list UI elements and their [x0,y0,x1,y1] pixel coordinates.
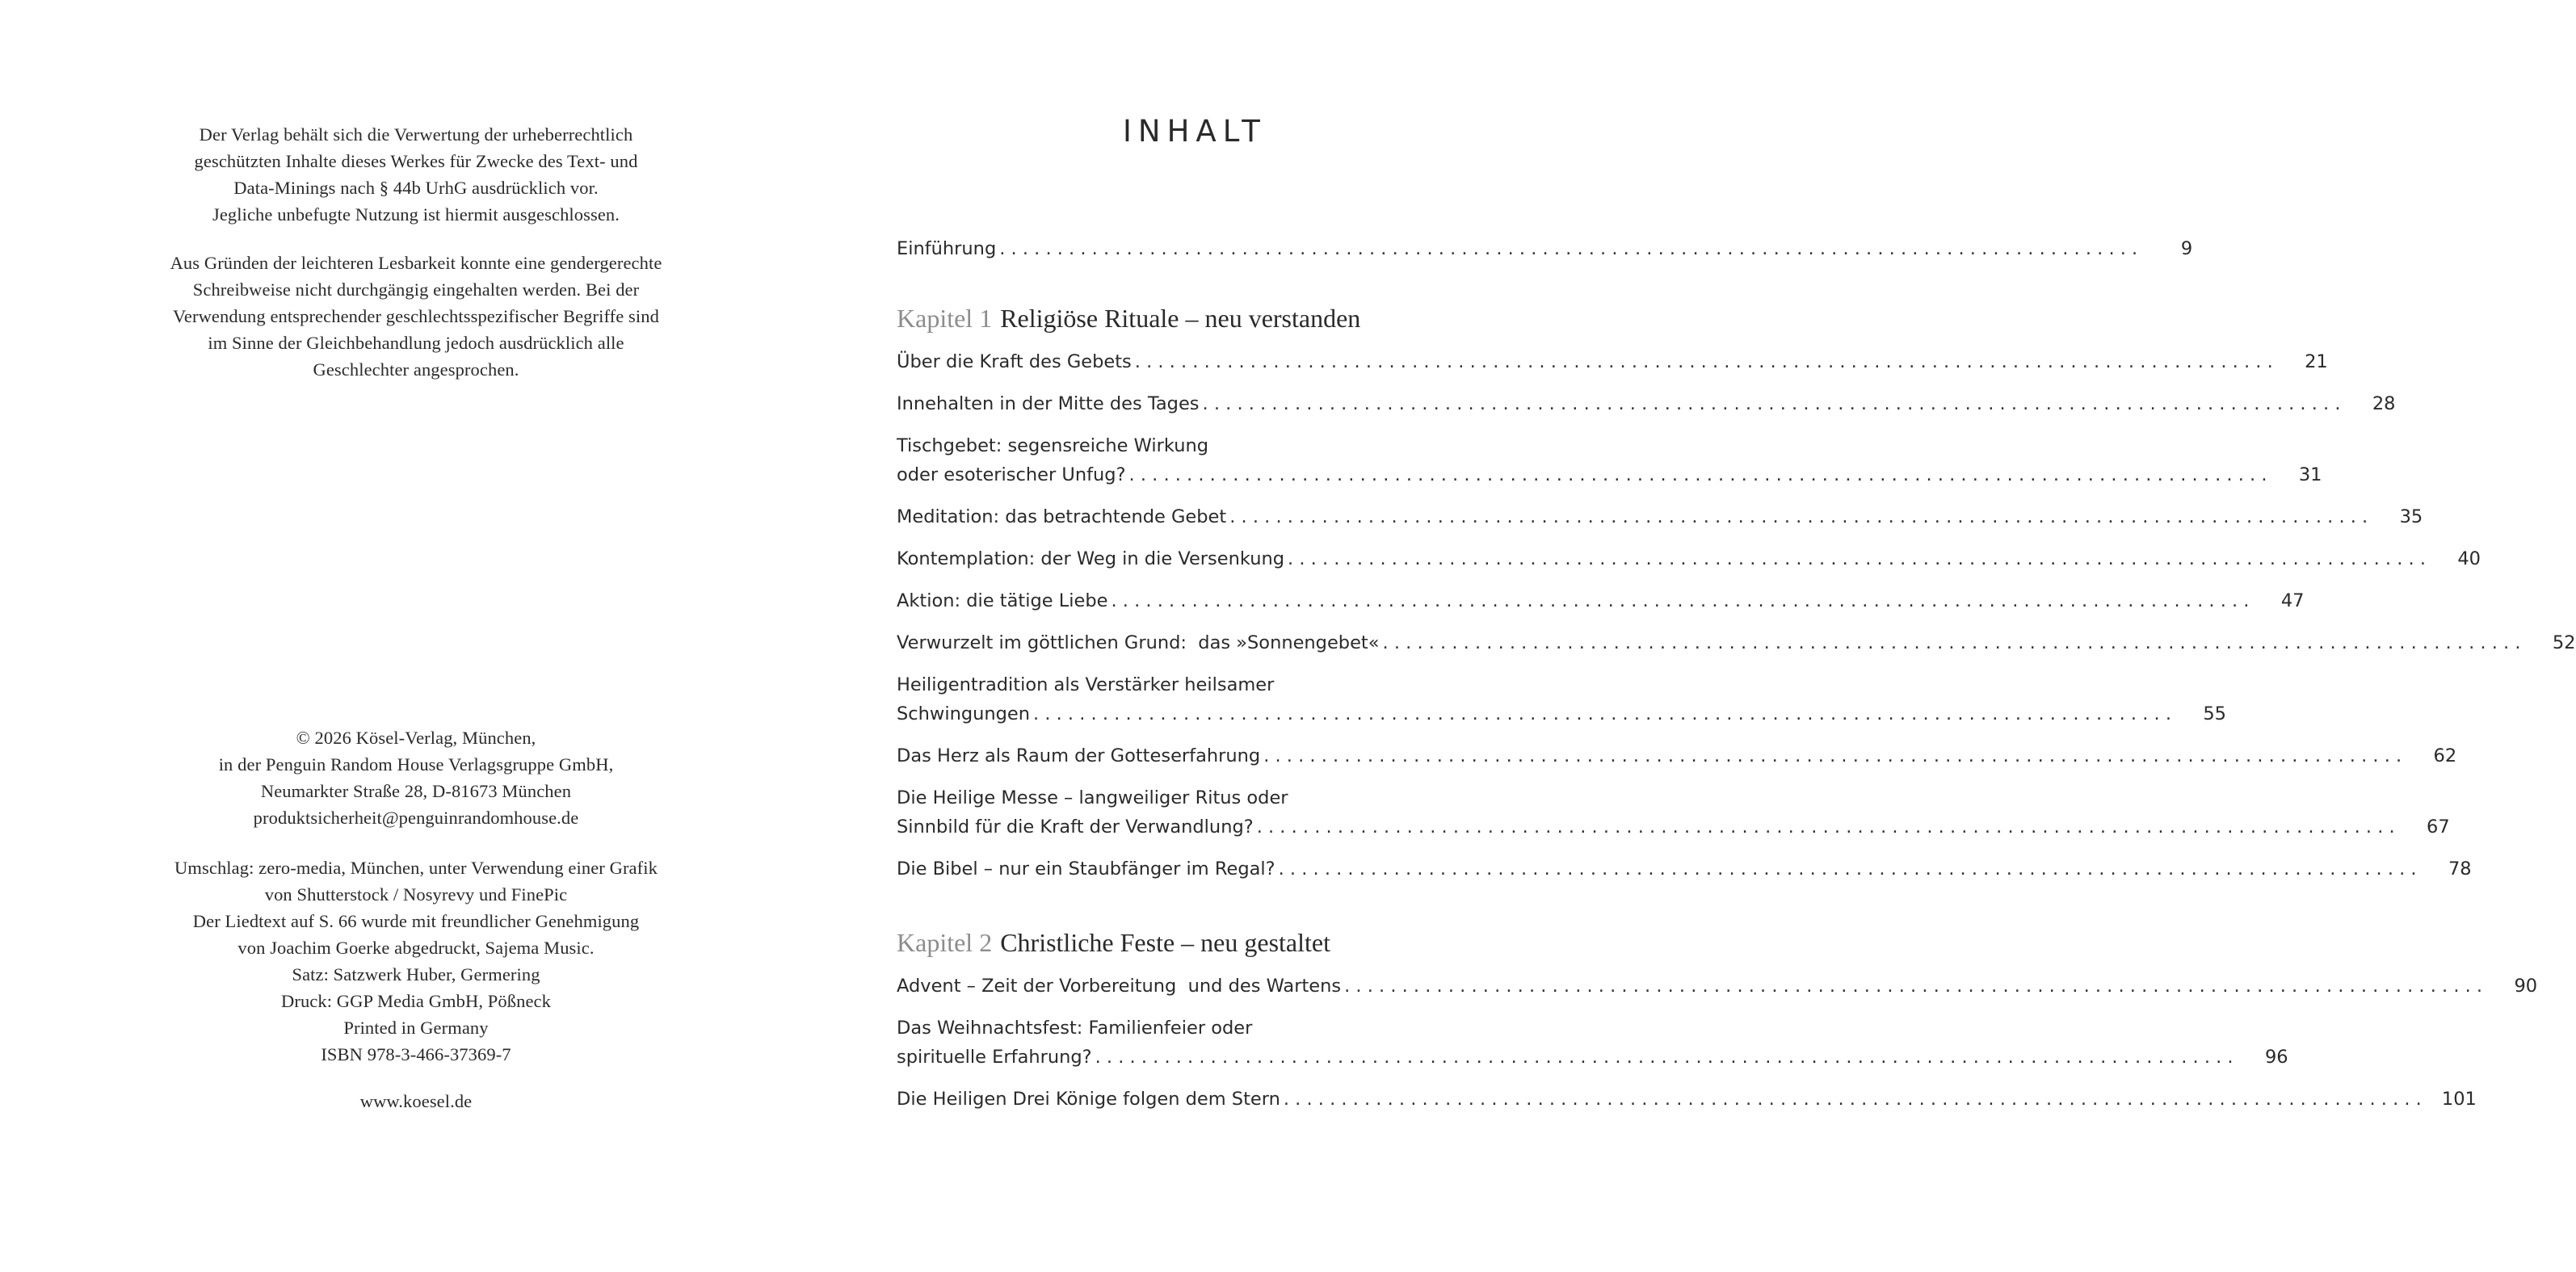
toc-page-number: 96 [2264,1047,2288,1068]
toc-title: INHALT [1123,114,1267,149]
dot-leader [1279,854,2417,884]
credits-line: Umschlag: zero-media, München, unter Verwendung einer Grafik [174,858,658,878]
dot-leader [1288,544,2426,573]
gender-notice [97,250,735,383]
toc-entry [897,670,2226,728]
toc-page-number: 21 [2305,351,2328,372]
toc-entry-title: Innehalten in der Mitte des Tages [897,393,1200,414]
chapter-heading [897,926,1478,959]
legal-notice [97,121,735,228]
toc-page-number: 52 [2552,632,2576,653]
legal-notice-line: Jegliche unbefugte Nutzung ist hiermit ausgeschlossen. [212,204,620,225]
toc-page-number: 67 [2427,817,2450,838]
production-credits [97,854,735,1068]
dot-leader [1095,1043,2234,1072]
toc-page-number: 55 [2203,703,2226,724]
toc-page-number: 31 [2298,464,2322,485]
toc-page-number: 62 [2433,745,2457,766]
dot-leader [1344,972,2482,1001]
toc-entry-title: Meditation: das betrachtende Gebet [897,506,1227,527]
toc-entry-title: Das Herz als Raum der Gotteserfahrung [897,745,1261,766]
copyright-line: © 2026 Kösel-Verlag, München, [296,728,536,748]
gender-notice-line: Verwendung entsprechender geschlechtsspezifischer Begriffe sind [173,306,659,326]
credits-line: Druck: GGP Media GmbH, Pößneck [281,991,551,1011]
toc-entry-title: Über die Kraft des Gebets [897,351,1132,372]
toc-entry [897,234,2193,263]
copyright-line: Neumarkter Straße 28, D-81673 München [260,781,572,801]
toc-page-number: 40 [2457,548,2481,569]
toc-entry-title: Kontemplation: der Weg in die Versenkung [897,548,1285,569]
toc-entry-title: Aktion: die tätige Liebe [897,590,1108,611]
isbn: ISBN 978-3-466-37369-7 [321,1044,511,1064]
toc-entry [897,741,2457,770]
chapter-title: Christliche Feste – neu gestaltet [1000,928,1330,957]
toc-entry-title: Schwingungen [897,703,1031,724]
copyright-notice [97,724,735,831]
website-text: www.koesel.de [359,1091,473,1111]
credits-line: von Joachim Goerke abgedruckt, Sajema Music. [237,938,595,958]
toc-intro [897,234,2193,263]
toc-chapter-2 [897,926,1478,959]
dot-leader [1129,460,2267,489]
toc-entry-title-line: Heiligentradition als Verstärker heilsamer [897,674,1275,695]
toc-entry [897,1014,2288,1072]
toc-entry-title: Die Heiligen Drei Könige folgen dem Stern [897,1089,1280,1110]
dot-leader [1229,502,2368,531]
credits-line: Satz: Satzwerk Huber, Germering [292,964,540,984]
toc-entry [897,972,2538,1001]
toc-page-number: 9 [2180,238,2193,259]
legal-notice-line: Data-Minings nach § 44b UrhG ausdrücklich vor. [233,178,599,198]
dot-leader [1257,812,2395,842]
toc-entry-title: Verwurzelt im göttlichen Grund: das »Sonnengebet« [897,632,1380,653]
credits-line: Der Liedtext auf S. 66 wurde mit freundlicher Genehmigung [192,911,640,931]
toc-entry-title-line: Die Heilige Messe – langweiliger Ritus oder [897,787,1288,808]
toc-entry-title: oder esoterischer Unfug? [897,464,1126,485]
toc-entry-title-line: Tischgebet: segensreiche Wirkung [897,435,1209,456]
toc-entry-title: Einführung [897,238,997,259]
toc-entry-title: spirituelle Erfahrung? [897,1047,1092,1068]
toc-entry [897,854,2472,884]
gender-notice-line: im Sinne der Gleichbehandlung jedoch ausdrücklich alle [208,333,624,353]
dot-leader [1135,347,2273,376]
publisher-website [97,1088,735,1115]
chapter-heading [897,302,1478,334]
legal-notice-line: geschützten Inhalte dieses Werkes für Zwecke des Text- und [194,151,638,171]
chapter-label: Kapitel 1 [897,304,993,333]
dot-leader [1284,1085,2422,1114]
toc-entry [897,502,2423,531]
toc-entry [897,1085,2477,1114]
dot-leader [1203,389,2341,418]
toc-page-number: 101 [2441,1089,2477,1110]
chapter-label: Kapitel 2 [897,928,993,957]
toc-entry [897,431,2322,489]
toc-page-number: 90 [2514,976,2538,997]
toc-entry [897,347,2328,376]
toc-page-number: 35 [2399,506,2423,527]
dot-leader [1033,699,2171,728]
toc-page-number: 47 [2280,590,2305,611]
imprint-page [0,0,816,1272]
gender-notice-line: Aus Gründen der leichteren Lesbarkeit konnte eine gendergerechte [170,253,662,273]
toc-page-number: 28 [2372,393,2396,414]
dot-leader [1263,741,2402,770]
credits-line: von Shutterstock / Nosyrevy und FinePic [264,884,568,905]
toc-entry [897,544,2481,573]
gender-notice-line: Schreibweise nicht durchgängig eingehalten werden. Bei der [192,279,640,300]
toc-entry [897,586,2305,615]
publisher-email: produktsicherheit@penguinrandomhouse.de [253,808,579,828]
gender-notice-line: Geschlechter angesprochen. [313,359,519,380]
toc-entry [897,628,2576,657]
chapter-title: Religiöse Rituale – neu verstanden [1000,304,1361,333]
dot-leader [1383,628,2521,657]
legal-notice-line: Der Verlag behält sich die Verwertung der urheberrechtlich [199,124,633,145]
toc-entry-title: Die Bibel – nur ein Staubfänger im Regal? [897,858,1275,879]
toc-entry-title: Advent – Zeit der Vorbereitung und des Wartens [897,976,1342,997]
credits-line: Printed in Germany [343,1018,489,1038]
toc-page-number: 78 [2448,858,2472,879]
toc-chapter-1 [897,302,1478,334]
toc-entry-title: Sinnbild für die Kraft der Verwandlung? [897,817,1254,838]
toc-entry-title-line: Das Weihnachtsfest: Familienfeier oder [897,1018,1253,1039]
dot-leader [999,234,2137,263]
dot-leader [1112,586,2250,615]
toc-entry [897,783,2450,842]
copyright-line: in der Penguin Random House Verlagsgruppe GmbH, [218,754,614,775]
toc-entry [897,389,2396,418]
